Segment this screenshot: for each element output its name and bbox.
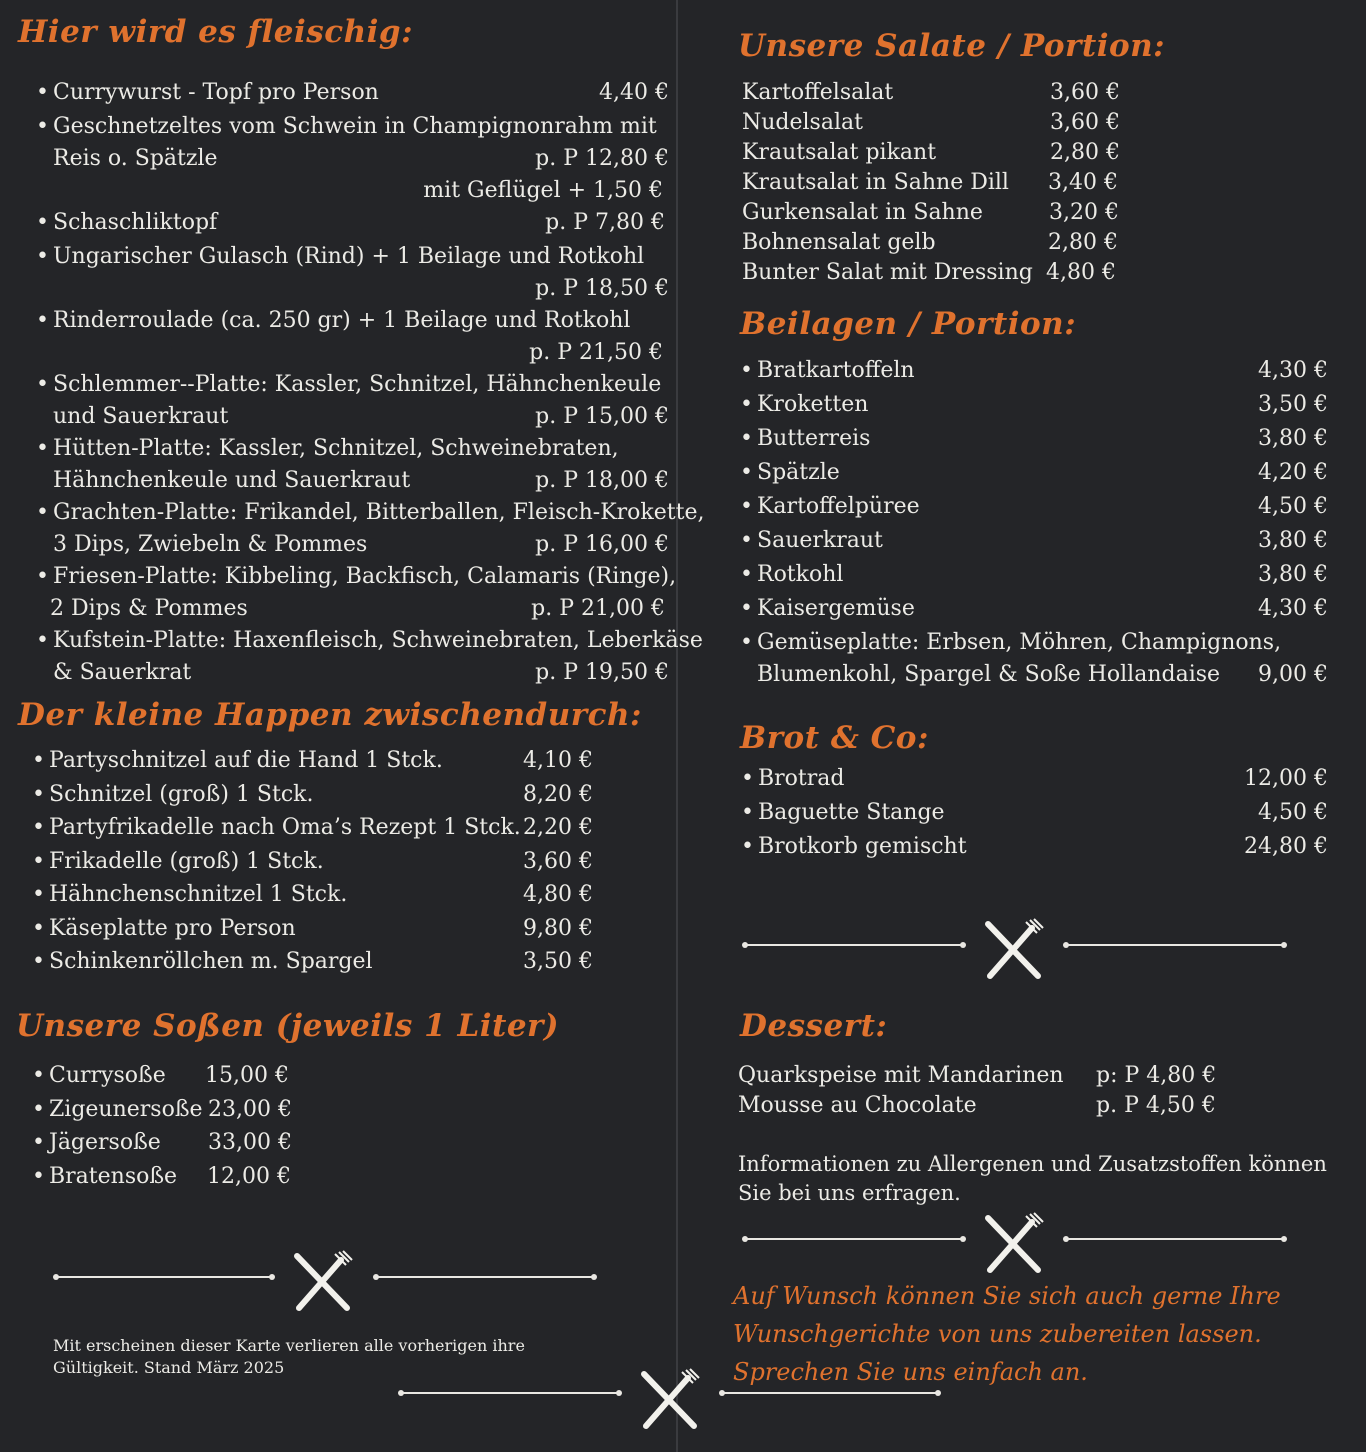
heading-happen: Der kleine Happen zwischendurch: <box>18 697 642 733</box>
menu-item: • Bratensoße 12,00 € <box>32 1163 291 1189</box>
page-fold <box>676 0 678 1452</box>
menu-item: • Frikadelle (groß) 1 Stck. 3,60 € <box>32 848 593 874</box>
heading-fleisch: Hier wird es fleischig: <box>18 14 414 50</box>
heading-beilagen: Beilagen / Portion: <box>740 306 1077 342</box>
list-beilagen <box>740 355 1328 691</box>
menu-item: • Grachten-Platte: Frikandel, Bitterballen, Fleisch-Krokette, <box>36 500 705 525</box>
divider-left <box>53 1250 598 1310</box>
menu-item: • Rotkohl 3,80 € <box>740 562 1328 587</box>
menu-item-cont: Blumenkohl, Spargel & Soße Hollandaise 9,00 € <box>757 662 1328 687</box>
heading-brot: Brot & Co: <box>740 720 929 756</box>
menu-item: • Hähnchenschnitzel 1 Stck. 4,80 € <box>32 882 593 907</box>
list-fleisch <box>36 77 705 689</box>
list-brot <box>741 763 1328 865</box>
menu-item: • Kroketten 3,50 € <box>740 392 1328 417</box>
divider-right-1 <box>742 918 1287 980</box>
menu-item: • Partyschnitzel auf die Hand 1 Stck. 4,10 € <box>32 748 593 773</box>
menu-item: • Käseplatte pro Person 9,80 € <box>32 915 593 941</box>
menu-item: • Hütten-Platte: Kassler, Schnitzel, Schweinebraten, <box>36 436 619 461</box>
menu-item: • Schaschliktopf p. P 7,80 € <box>36 210 665 235</box>
menu-item: • Friesen-Platte: Kibbeling, Backfisch, Calamaris (Ringe), <box>36 564 677 589</box>
menu-item: Nudelsalat 3,60 € <box>742 110 1120 135</box>
menu-item: Gurkensalat in Sahne 3,20 € <box>742 200 1119 225</box>
menu-item: • Baguette Stange 4,50 € <box>741 800 1328 825</box>
heading-salate: Unsere Salate / Portion: <box>738 28 1166 64</box>
menu-item: • Geschnetzeltes vom Schwein in Champignonrahm mit <box>36 114 657 139</box>
menu-item: • Currywurst - Topf pro Person 4,40 € <box>36 80 669 105</box>
divider-right-2 <box>742 1212 1287 1274</box>
menu-item: • Kartoffelpüree 4,50 € <box>740 494 1328 519</box>
fork-knife-crossed-icon <box>291 1250 355 1312</box>
validity-line-1: Mit erscheinen dieser Karte verlieren alle vorherigen ihre <box>53 1336 525 1355</box>
menu-item: • Brotrad 12,00 € <box>741 766 1328 791</box>
wish-line-3: Sprechen Sie uns einfach an. <box>733 1358 1088 1386</box>
fork-knife-crossed-icon <box>982 918 1046 980</box>
menu-item-cont: Reis o. Spätzle p. P 12,80 € <box>53 146 669 171</box>
menu-item: • Sauerkraut 3,80 € <box>740 528 1328 553</box>
menu-item: Krautsalat pikant 2,80 € <box>742 140 1120 165</box>
menu-item: • Ungarischer Gulasch (Rind) + 1 Beilage und Rotkohl <box>36 244 645 269</box>
menu-item-cont: Hähnchenkeule und Sauerkraut p. P 18,00 € <box>53 468 669 493</box>
menu-item: • Brotkorb gemischt 24,80 € <box>741 834 1328 859</box>
menu-item: • Gemüseplatte: Erbsen, Möhren, Champignons, <box>740 630 1282 655</box>
menu-item: Krautsalat in Sahne Dill 3,40 € <box>742 170 1118 195</box>
menu-item-cont: mit Geflügel + 1,50 € <box>423 178 663 203</box>
list-salate <box>742 77 1120 287</box>
menu-item: • Schlemmer--Platte: Kassler, Schnitzel, Hähnchenkeule <box>36 372 662 397</box>
menu-item: Kartoffelsalat 3,60 € <box>742 80 1120 105</box>
menu-item-cont: 3 Dips, Zwiebeln & Pommes p. P 16,00 € <box>53 532 669 557</box>
list-dessert <box>738 1060 1218 1120</box>
fork-knife-crossed-icon <box>638 1368 702 1430</box>
menu-item: • Schnitzel (groß) 1 Stck. 8,20 € <box>32 781 593 807</box>
allergen-note <box>738 1150 1327 1208</box>
menu-item-cont: p. P 21,50 € <box>529 340 663 365</box>
menu-item: • Kaisergemüse 4,30 € <box>740 596 1328 621</box>
fork-knife-crossed-icon <box>982 1212 1046 1274</box>
wish-note <box>733 1277 1281 1391</box>
menu-item: • Currysoße 15,00 € <box>32 1063 289 1088</box>
menu-item: • Rinderroulade (ca. 250 gr) + 1 Beilage und Rotkohl <box>36 308 631 333</box>
heading-sossen: Unsere Soßen (jeweils 1 Liter) <box>16 1008 560 1044</box>
menu-item: • Partyfrikadelle nach Oma’s Rezept 1 Stck. 2,20 € <box>32 815 593 840</box>
allergen-line-2: Sie bei uns erfragen. <box>738 1181 961 1205</box>
menu-item-cont: und Sauerkraut p. P 15,00 € <box>53 404 669 429</box>
validity-line-2: Gültigkeit. Stand März 2025 <box>53 1358 285 1377</box>
menu-item: Quarkspeise mit Mandarinen p: P 4,80 € <box>738 1063 1217 1088</box>
wish-line-2: Wunschgerichte von uns zubereiten lassen. <box>733 1320 1262 1348</box>
menu-item-cont: & Sauerkrat p. P 19,50 € <box>53 660 669 685</box>
list-sossen <box>32 1060 292 1194</box>
list-happen <box>32 745 593 980</box>
allergen-line-1: Informationen zu Allergenen und Zusatzstoffen können <box>738 1152 1327 1176</box>
menu-item: Bunter Salat mit Dressing 4,80 € <box>742 260 1116 285</box>
menu-item-cont: p. P 18,50 € <box>535 276 669 301</box>
menu-item: • Kufstein-Platte: Haxenfleisch, Schweinebraten, Leberkäse <box>36 628 703 653</box>
menu-item: Bohnensalat gelb 2,80 € <box>742 230 1118 255</box>
menu-item: • Spätzle 4,20 € <box>740 460 1328 485</box>
menu-item: • Schinkenröllchen m. Spargel 3,50 € <box>32 949 593 974</box>
menu-item: • Bratkartoffeln 4,30 € <box>740 358 1328 383</box>
menu-item: • Zigeunersoße 23,00 € <box>32 1096 292 1122</box>
wish-line-1: Auf Wunsch können Sie sich auch gerne Ihre <box>733 1282 1281 1310</box>
heading-dessert: Dessert: <box>740 1008 888 1044</box>
menu-item: • Jägersoße 33,00 € <box>32 1130 292 1155</box>
menu-item-cont: 2 Dips & Pommes p. P 21,00 € <box>50 596 665 621</box>
menu-item: • Butterreis 3,80 € <box>740 426 1328 451</box>
menu-item: Mousse au Chocolate p. P 4,50 € <box>738 1093 1216 1118</box>
